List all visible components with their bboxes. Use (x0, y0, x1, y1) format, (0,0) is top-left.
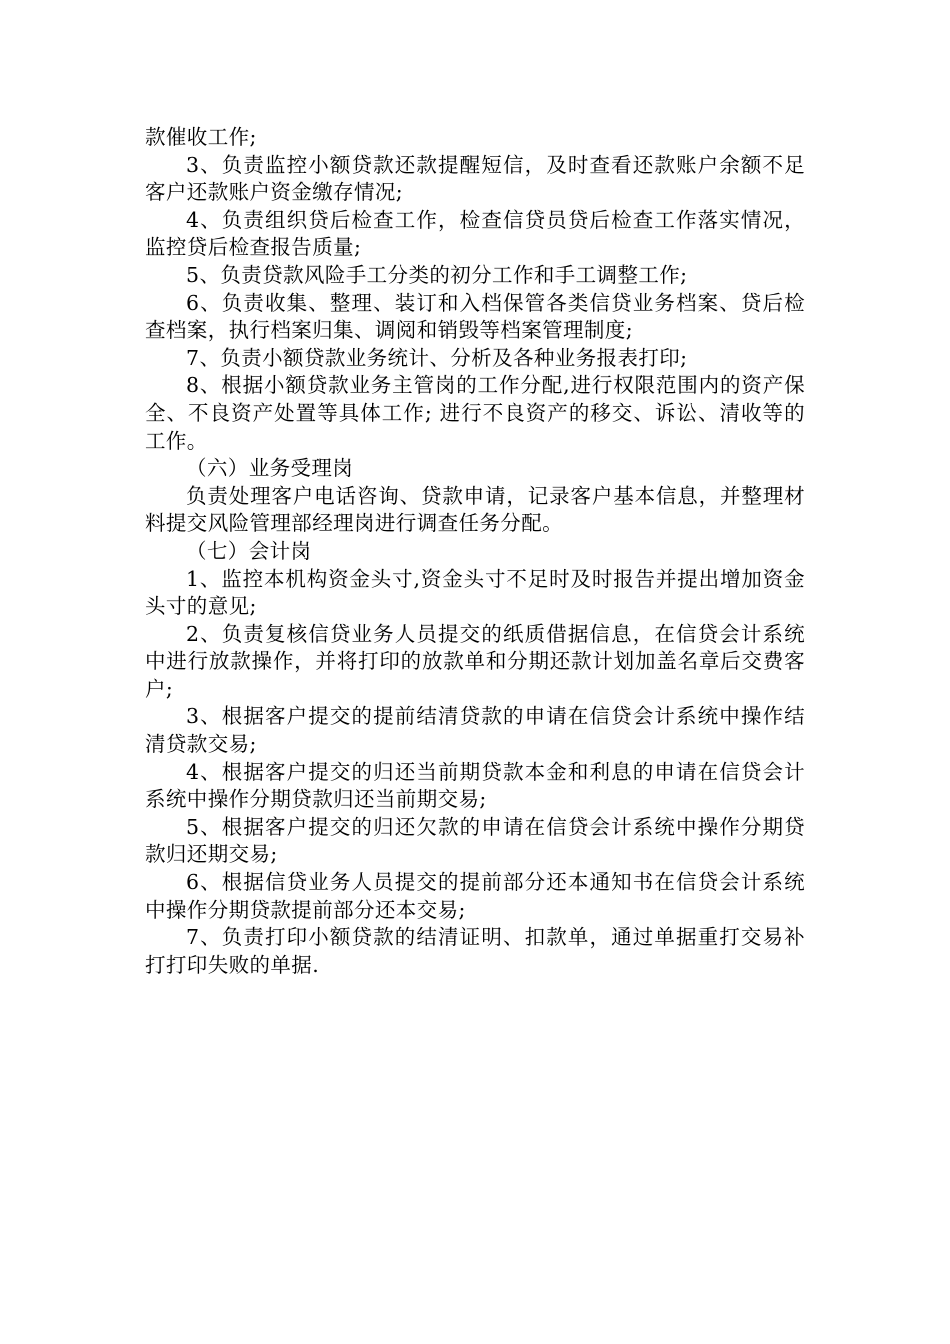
duty-item-7: 7、负责小额贷款业务统计、分析及各种业务报表打印; (186, 345, 688, 370)
duty-item-4: 4、负责组织贷后检查工作，检查信贷员贷后检查工作落实情况，监控贷后检查报告质量; (145, 207, 805, 260)
accounting-duty-2: 2、负责复核信贷业务人员提交的纸质借据信息，在信贷会计系统中进行放款操作，并将打印的放款单和分期还款计划加盖名章后交费客户; (145, 621, 805, 701)
accounting-duty-5: 5、根据客户提交的归还欠款的申请在信贷会计系统中操作分期贷款归还期交易; (145, 814, 805, 867)
duty-item-8: 8、根据小额贷款业务主管岗的工作分配,进行权限范围内的资产保全、不良资产处置等具体工作; 进行不良资产的移交、诉讼、清收等的工作。 (145, 373, 805, 453)
accounting-duty-6: 6、根据信贷业务人员提交的提前部分还本通知书在信贷会计系统中操作分期贷款提前部分还本交易; (145, 870, 805, 922)
accounting-duty-1: 1、监控本机构资金头寸,资金头寸不足时及时报告并提出增加资金头寸的意见; (145, 566, 805, 619)
accounting-duty-3: 3、根据客户提交的提前结清贷款的申请在信贷会计系统中操作结清贷款交易; (145, 704, 805, 757)
section-heading-business-acceptance: （六）业务受理岗 (186, 456, 354, 481)
duty-item-6: 6、负责收集、整理、装订和入档保管各类信贷业务档案、贷后检查档案，执行档案归集、调阅和销毁等档案管理制度; (145, 290, 805, 343)
paragraph-continuation: 款催收工作; (145, 125, 257, 149)
document-body (145, 124, 805, 979)
accounting-duty-4: 4、根据客户提交的归还当前期贷款本金和利息的申请在信贷会计系统中操作分期贷款归还当前期交易; (145, 759, 805, 812)
business-acceptance-duty: 负责处理客户电话咨询、贷款申请，记录客户基本信息，并整理材料提交风险管理部经理岗进行调查任务分配。 (145, 483, 805, 536)
duty-item-5: 5、负责贷款风险手工分类的初分工作和手工调整工作; (186, 262, 688, 287)
section-heading-accounting: （七）会计岗 (186, 538, 312, 563)
accounting-duty-7: 7、负责打印小额贷款的结清证明、扣款单，通过单据重打交易补打打印失败的单据. (145, 925, 805, 977)
duty-item-3: 3、负责监控小额贷款还款提醒短信，及时查看还款账户余额不足客户还款账户资金缴存情况; (145, 152, 805, 205)
